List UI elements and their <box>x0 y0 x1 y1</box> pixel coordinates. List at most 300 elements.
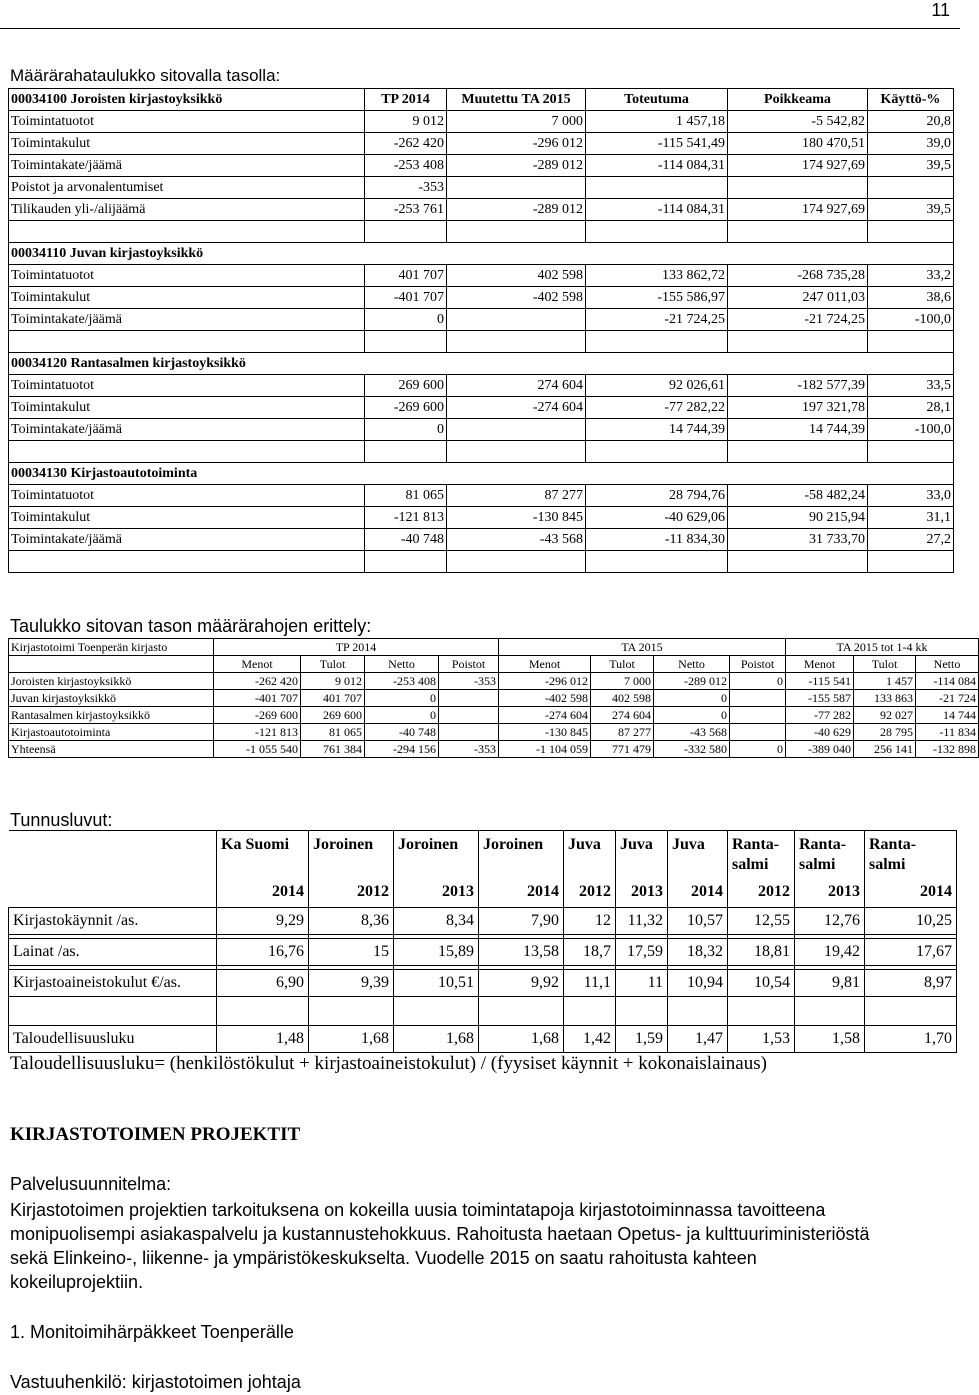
value-cell: -289 012 <box>447 199 586 221</box>
value-cell: 0 <box>654 707 730 724</box>
row-label: Toimintakate/jäämä <box>9 529 365 551</box>
table-row <box>9 199 954 221</box>
sub-header-cell: Menot <box>214 656 301 673</box>
column-header: Juva <box>668 831 728 878</box>
value-cell: 1,42 <box>564 1026 616 1053</box>
value-cell: 38,6 <box>868 287 954 309</box>
value-cell: 87 277 <box>447 485 586 507</box>
value-cell: 1,68 <box>479 1026 564 1053</box>
value-cell: -269 600 <box>214 707 301 724</box>
value-cell: 12,76 <box>795 908 865 935</box>
value-cell: -43 568 <box>654 724 730 741</box>
value-cell: 0 <box>365 419 447 441</box>
empty-cell <box>728 997 795 1026</box>
value-cell: 7 000 <box>447 111 586 133</box>
value-cell: -114 084 <box>916 673 979 690</box>
table-row <box>9 265 954 287</box>
value-cell <box>586 177 728 199</box>
value-cell: 18,32 <box>668 939 728 966</box>
header-cell: Toteutuma <box>586 89 728 111</box>
empty-cell <box>365 551 447 573</box>
empty-cell <box>728 441 868 463</box>
empty-cell <box>868 221 954 243</box>
value-cell: 174 927,69 <box>728 199 868 221</box>
row-label: Lainat /as. <box>9 939 217 966</box>
table-row <box>9 707 979 724</box>
value-cell: -389 040 <box>786 741 854 758</box>
value-cell: 13,58 <box>479 939 564 966</box>
value-cell: 1 457 <box>854 673 916 690</box>
row-label: Toimintakate/jäämä <box>9 155 365 177</box>
row-label: Toimintatuotot <box>9 111 365 133</box>
empty-cell <box>447 221 586 243</box>
value-cell: -114 084,31 <box>586 199 728 221</box>
sub-header-cell: Menot <box>499 656 591 673</box>
empty-cell <box>868 331 954 353</box>
column-header: Ranta-salmi <box>865 831 957 878</box>
table-header-row <box>9 89 954 111</box>
sub-header-cell: Netto <box>365 656 439 673</box>
empty-cell <box>616 997 668 1026</box>
empty-cell <box>447 331 586 353</box>
value-cell: -43 568 <box>447 529 586 551</box>
table-row <box>9 741 979 758</box>
value-cell: -77 282,22 <box>586 397 728 419</box>
empty-cell <box>9 331 365 353</box>
formula-text: Taloudellisuusluku= (henkilöstökulut + kirjastoaineistokulut) / (fyysiset käynnit + kokonaislainaus) <box>10 1053 767 1074</box>
empty-cell <box>309 997 394 1026</box>
empty-cell <box>564 997 616 1026</box>
value-cell: 17,67 <box>865 939 957 966</box>
projects-heading: KIRJASTOTOIMEN PROJEKTIT <box>10 1124 301 1145</box>
value-cell: -253 761 <box>365 199 447 221</box>
year-cell <box>9 877 217 908</box>
section1-title: Määrärahataulukko sitovalla tasolla: <box>10 66 281 85</box>
key-figure-row <box>9 970 957 997</box>
value-cell: 247 011,03 <box>728 287 868 309</box>
value-cell: -253 408 <box>365 155 447 177</box>
value-cell: 0 <box>365 309 447 331</box>
key-figures-table <box>8 830 957 1053</box>
value-cell: -1 055 540 <box>214 741 301 758</box>
value-cell: 81 065 <box>301 724 365 741</box>
empty-cell <box>795 997 865 1026</box>
section3-title: Tunnusluvut: <box>10 810 113 830</box>
value-cell: -269 600 <box>365 397 447 419</box>
value-cell: 18,81 <box>728 939 795 966</box>
year-cell: 2014 <box>668 877 728 908</box>
table-row <box>9 690 979 707</box>
value-cell: 274 604 <box>591 707 654 724</box>
key-figure-row <box>9 939 957 966</box>
year-cell: 2014 <box>217 877 309 908</box>
value-cell: 1,68 <box>394 1026 479 1053</box>
column-header: Joroinen <box>309 831 394 878</box>
empty-cell <box>868 441 954 463</box>
row-label: Toimintakate/jäämä <box>9 419 365 441</box>
value-cell: 39,5 <box>868 155 954 177</box>
table-row <box>9 177 954 199</box>
year-cell: 2014 <box>479 877 564 908</box>
value-cell: 81 065 <box>365 485 447 507</box>
row-label: Tilikauden yli-/alijäämä <box>9 199 365 221</box>
table-row <box>9 155 954 177</box>
value-cell: 1 457,18 <box>586 111 728 133</box>
key-figure-row <box>9 1026 957 1053</box>
value-cell: 0 <box>654 690 730 707</box>
value-cell: -121 813 <box>365 507 447 529</box>
sub-header-cell: Tulot <box>591 656 654 673</box>
value-cell: 16,76 <box>217 939 309 966</box>
value-cell: 28 794,76 <box>586 485 728 507</box>
value-cell: 771 479 <box>591 741 654 758</box>
value-cell: -332 580 <box>654 741 730 758</box>
table-row <box>9 397 954 419</box>
value-cell: 17,59 <box>616 939 668 966</box>
value-cell: -296 012 <box>499 673 591 690</box>
table-row <box>9 111 954 133</box>
value-cell: 9,29 <box>217 908 309 935</box>
empty-cell <box>365 441 447 463</box>
value-cell: -262 420 <box>365 133 447 155</box>
sub-header-row <box>9 656 979 673</box>
value-cell: -289 012 <box>654 673 730 690</box>
sub-header-cell: Poistot <box>439 656 499 673</box>
value-cell: 0 <box>365 707 439 724</box>
value-cell: -114 084,31 <box>586 155 728 177</box>
value-cell: 11,1 <box>564 970 616 997</box>
value-cell: 1,48 <box>217 1026 309 1053</box>
sub-header-cell: Tulot <box>854 656 916 673</box>
key-figures-year-row <box>9 877 957 908</box>
value-cell: -11 834 <box>916 724 979 741</box>
value-cell: 14 744,39 <box>728 419 868 441</box>
value-cell: 39,0 <box>868 133 954 155</box>
spacer-row <box>9 551 954 573</box>
page-divider <box>0 28 960 29</box>
group-header-cell: TP 2014 <box>214 639 499 656</box>
value-cell: 269 600 <box>301 707 365 724</box>
value-cell: 9 012 <box>301 673 365 690</box>
empty-cell <box>479 997 564 1026</box>
value-cell: 0 <box>730 673 786 690</box>
value-cell: 27,2 <box>868 529 954 551</box>
year-cell: 2012 <box>728 877 795 908</box>
value-cell: 0 <box>365 690 439 707</box>
value-cell: 18,7 <box>564 939 616 966</box>
value-cell: -402 598 <box>447 287 586 309</box>
empty-cell <box>447 441 586 463</box>
row-label: Kirjastoaineistokulut €/as. <box>9 970 217 997</box>
value-cell: 9,39 <box>309 970 394 997</box>
value-cell: 31,1 <box>868 507 954 529</box>
appropriation-breakdown-table <box>8 638 979 758</box>
value-cell: 28 795 <box>854 724 916 741</box>
table-row <box>9 507 954 529</box>
empty-cell <box>217 997 309 1026</box>
value-cell: 180 470,51 <box>728 133 868 155</box>
row-label: Poistot ja arvonalentumiset <box>9 177 365 199</box>
value-cell: -100,0 <box>868 309 954 331</box>
value-cell: 92 026,61 <box>586 375 728 397</box>
value-cell: 92 027 <box>854 707 916 724</box>
value-cell: -58 482,24 <box>728 485 868 507</box>
year-cell: 2012 <box>309 877 394 908</box>
header-cell: 00034100 Joroisten kirjastoyksikkö <box>9 89 365 111</box>
empty-cell <box>586 441 728 463</box>
value-cell: -296 012 <box>447 133 586 155</box>
table-row <box>9 375 954 397</box>
table-row <box>9 485 954 507</box>
spacer-row <box>9 221 954 243</box>
value-cell: 28,1 <box>868 397 954 419</box>
value-cell: 14 744 <box>916 707 979 724</box>
column-header: Juva <box>616 831 668 878</box>
empty-cell <box>668 997 728 1026</box>
value-cell: 1,68 <box>309 1026 394 1053</box>
value-cell: 6,90 <box>217 970 309 997</box>
sub-header-cell: Poistot <box>730 656 786 673</box>
row-label: Kirjastokäynnit /as. <box>9 908 217 935</box>
row-label: Joroisten kirjastoyksikkö <box>9 673 214 690</box>
project-item: 1. Monitoimihärpäkkeet Toenperälle <box>10 1322 294 1342</box>
value-cell <box>439 724 499 741</box>
value-cell: 133 863 <box>854 690 916 707</box>
paragraph-line: sekä Elinkeino-, liikenne- ja ympäristökeskukselta. Vuodelle 2015 on saatu rahoitusta kahteen <box>10 1248 757 1268</box>
sub-header-cell: Tulot <box>301 656 365 673</box>
value-cell <box>447 309 586 331</box>
key-figure-row <box>9 908 957 935</box>
row-label: Toimintatuotot <box>9 265 365 287</box>
year-cell: 2012 <box>564 877 616 908</box>
value-cell: -130 845 <box>447 507 586 529</box>
section-title: 00034130 Kirjastoautotoiminta <box>9 463 954 485</box>
value-cell <box>730 707 786 724</box>
value-cell: 1,53 <box>728 1026 795 1053</box>
year-cell: 2013 <box>795 877 865 908</box>
value-cell: -115 541,49 <box>586 133 728 155</box>
appropriation-table <box>8 88 954 573</box>
group-header-cell: TA 2015 <box>499 639 786 656</box>
empty-cell <box>365 221 447 243</box>
group-header-cell: TA 2015 tot 1-4 kk <box>786 639 979 656</box>
value-cell: -115 541 <box>786 673 854 690</box>
table-row <box>9 673 979 690</box>
header-cell: TP 2014 <box>365 89 447 111</box>
row-label: Taloudellisuusluku <box>9 1026 217 1053</box>
value-cell: 174 927,69 <box>728 155 868 177</box>
paragraph-line: Kirjastotoimen projektien tarkoituksena on kokeilla uusia toimintatapoja kirjastotoiminnassa tavoitteena <box>10 1200 826 1220</box>
header-cell: Käyttö-% <box>868 89 954 111</box>
value-cell: 10,57 <box>668 908 728 935</box>
value-cell: -289 012 <box>447 155 586 177</box>
value-cell: 11 <box>616 970 668 997</box>
row-label: Toimintatuotot <box>9 375 365 397</box>
value-cell <box>730 724 786 741</box>
column-header: Ka Suomi <box>217 831 309 878</box>
empty-cell <box>728 551 868 573</box>
paragraph-line: monipuolisempi asiakaspalvelu ja kustannustehokkuus. Rahoitusta haetaan Opetus- ja kulttuuriministeriöstä <box>10 1224 870 1244</box>
empty-cell <box>365 331 447 353</box>
table-row <box>9 309 954 331</box>
value-cell: 0 <box>730 741 786 758</box>
empty-cell <box>9 997 217 1026</box>
value-cell: 10,54 <box>728 970 795 997</box>
value-cell: -11 834,30 <box>586 529 728 551</box>
column-header: Ranta-salmi <box>795 831 865 878</box>
value-cell: 10,94 <box>668 970 728 997</box>
row-label: Toimintatuotot <box>9 485 365 507</box>
value-cell: 33,2 <box>868 265 954 287</box>
header-cell: Muutettu TA 2015 <box>447 89 586 111</box>
value-cell: 12,55 <box>728 908 795 935</box>
value-cell: -77 282 <box>786 707 854 724</box>
projects-subheading: Palvelusuunnitelma: <box>10 1174 172 1194</box>
paragraph-line: kokeiluprojektiin. <box>10 1272 144 1292</box>
value-cell: -402 598 <box>499 690 591 707</box>
value-cell: -21 724,25 <box>728 309 868 331</box>
page-number: 11 <box>931 0 950 20</box>
value-cell: -253 408 <box>365 673 439 690</box>
value-cell: 33,0 <box>868 485 954 507</box>
row-label: Toimintakulut <box>9 133 365 155</box>
value-cell: 87 277 <box>591 724 654 741</box>
row-label: Toimintakulut <box>9 507 365 529</box>
section-title-row <box>9 353 954 375</box>
value-cell: -130 845 <box>499 724 591 741</box>
section2-title: Taulukko sitovan tason määrärahojen erittely: <box>10 616 372 636</box>
value-cell <box>728 177 868 199</box>
group-header-row <box>9 639 979 656</box>
value-cell: 10,25 <box>865 908 957 935</box>
value-cell: -401 707 <box>365 287 447 309</box>
sub-header-cell: Netto <box>654 656 730 673</box>
value-cell: -132 898 <box>916 741 979 758</box>
value-cell: -401 707 <box>214 690 301 707</box>
value-cell: 8,34 <box>394 908 479 935</box>
value-cell <box>439 690 499 707</box>
value-cell: 1,59 <box>616 1026 668 1053</box>
value-cell: -274 604 <box>447 397 586 419</box>
value-cell <box>439 707 499 724</box>
key-figures-header-row <box>9 831 957 878</box>
value-cell <box>447 177 586 199</box>
row-label: Rantasalmen kirjastoyksikkö <box>9 707 214 724</box>
column-header: Ranta-salmi <box>728 831 795 878</box>
column-header: Joroinen <box>394 831 479 878</box>
spacer-row <box>9 331 954 353</box>
year-cell: 2013 <box>616 877 668 908</box>
empty-cell <box>9 441 365 463</box>
column-header: Joroinen <box>479 831 564 878</box>
value-cell: -155 587 <box>786 690 854 707</box>
sub-header-cell: Menot <box>786 656 854 673</box>
value-cell <box>730 690 786 707</box>
value-cell: 1,58 <box>795 1026 865 1053</box>
value-cell: 256 141 <box>854 741 916 758</box>
value-cell: 761 384 <box>301 741 365 758</box>
empty-cell <box>728 331 868 353</box>
row-label: Toimintakulut <box>9 397 365 419</box>
value-cell: -121 813 <box>214 724 301 741</box>
value-cell: 269 600 <box>365 375 447 397</box>
value-cell: -353 <box>365 177 447 199</box>
row-label: Yhteensä <box>9 741 214 758</box>
value-cell: 39,5 <box>868 199 954 221</box>
value-cell: -353 <box>439 673 499 690</box>
row-label: Toimintakulut <box>9 287 365 309</box>
value-cell: -262 420 <box>214 673 301 690</box>
value-cell: 1,70 <box>865 1026 957 1053</box>
value-cell: 10,51 <box>394 970 479 997</box>
value-cell: -40 629,06 <box>586 507 728 529</box>
header-cell: Poikkeama <box>728 89 868 111</box>
value-cell: -100,0 <box>868 419 954 441</box>
column-header <box>9 831 217 878</box>
value-cell: -155 586,97 <box>586 287 728 309</box>
value-cell: 15 <box>309 939 394 966</box>
section-title-row <box>9 243 954 265</box>
value-cell: 12 <box>564 908 616 935</box>
value-cell: 14 744,39 <box>586 419 728 441</box>
empty-cell <box>586 551 728 573</box>
value-cell <box>447 419 586 441</box>
value-cell: 1,47 <box>668 1026 728 1053</box>
value-cell: -21 724,25 <box>586 309 728 331</box>
section-title: 00034120 Rantasalmen kirjastoyksikkö <box>9 353 954 375</box>
sub-header-cell: Netto <box>916 656 979 673</box>
value-cell: -21 724 <box>916 690 979 707</box>
value-cell: 33,5 <box>868 375 954 397</box>
year-cell: 2013 <box>394 877 479 908</box>
projects-paragraph <box>10 1198 955 1294</box>
table-row <box>9 529 954 551</box>
value-cell: 11,32 <box>616 908 668 935</box>
empty-cell <box>728 221 868 243</box>
value-cell: -40 748 <box>365 724 439 741</box>
value-cell: 90 215,94 <box>728 507 868 529</box>
value-cell: 133 862,72 <box>586 265 728 287</box>
value-cell: 8,97 <box>865 970 957 997</box>
value-cell: 31 733,70 <box>728 529 868 551</box>
year-cell: 2014 <box>865 877 957 908</box>
value-cell: 8,36 <box>309 908 394 935</box>
value-cell: 9 012 <box>365 111 447 133</box>
spacer-row <box>9 997 957 1026</box>
value-cell: 402 598 <box>591 690 654 707</box>
value-cell: 7 000 <box>591 673 654 690</box>
table-row <box>9 133 954 155</box>
empty-cell <box>865 997 957 1026</box>
value-cell: 20,8 <box>868 111 954 133</box>
value-cell: 9,81 <box>795 970 865 997</box>
table-row <box>9 287 954 309</box>
value-cell: 274 604 <box>447 375 586 397</box>
empty-cell <box>9 551 365 573</box>
value-cell: 19,42 <box>795 939 865 966</box>
value-cell: 197 321,78 <box>728 397 868 419</box>
section-title-row <box>9 463 954 485</box>
empty-cell <box>868 551 954 573</box>
value-cell: -40 629 <box>786 724 854 741</box>
value-cell: 7,90 <box>479 908 564 935</box>
table-row <box>9 419 954 441</box>
value-cell: -353 <box>439 741 499 758</box>
empty-cell <box>586 221 728 243</box>
empty-cell <box>9 221 365 243</box>
value-cell: -5 542,82 <box>728 111 868 133</box>
value-cell: 401 707 <box>365 265 447 287</box>
